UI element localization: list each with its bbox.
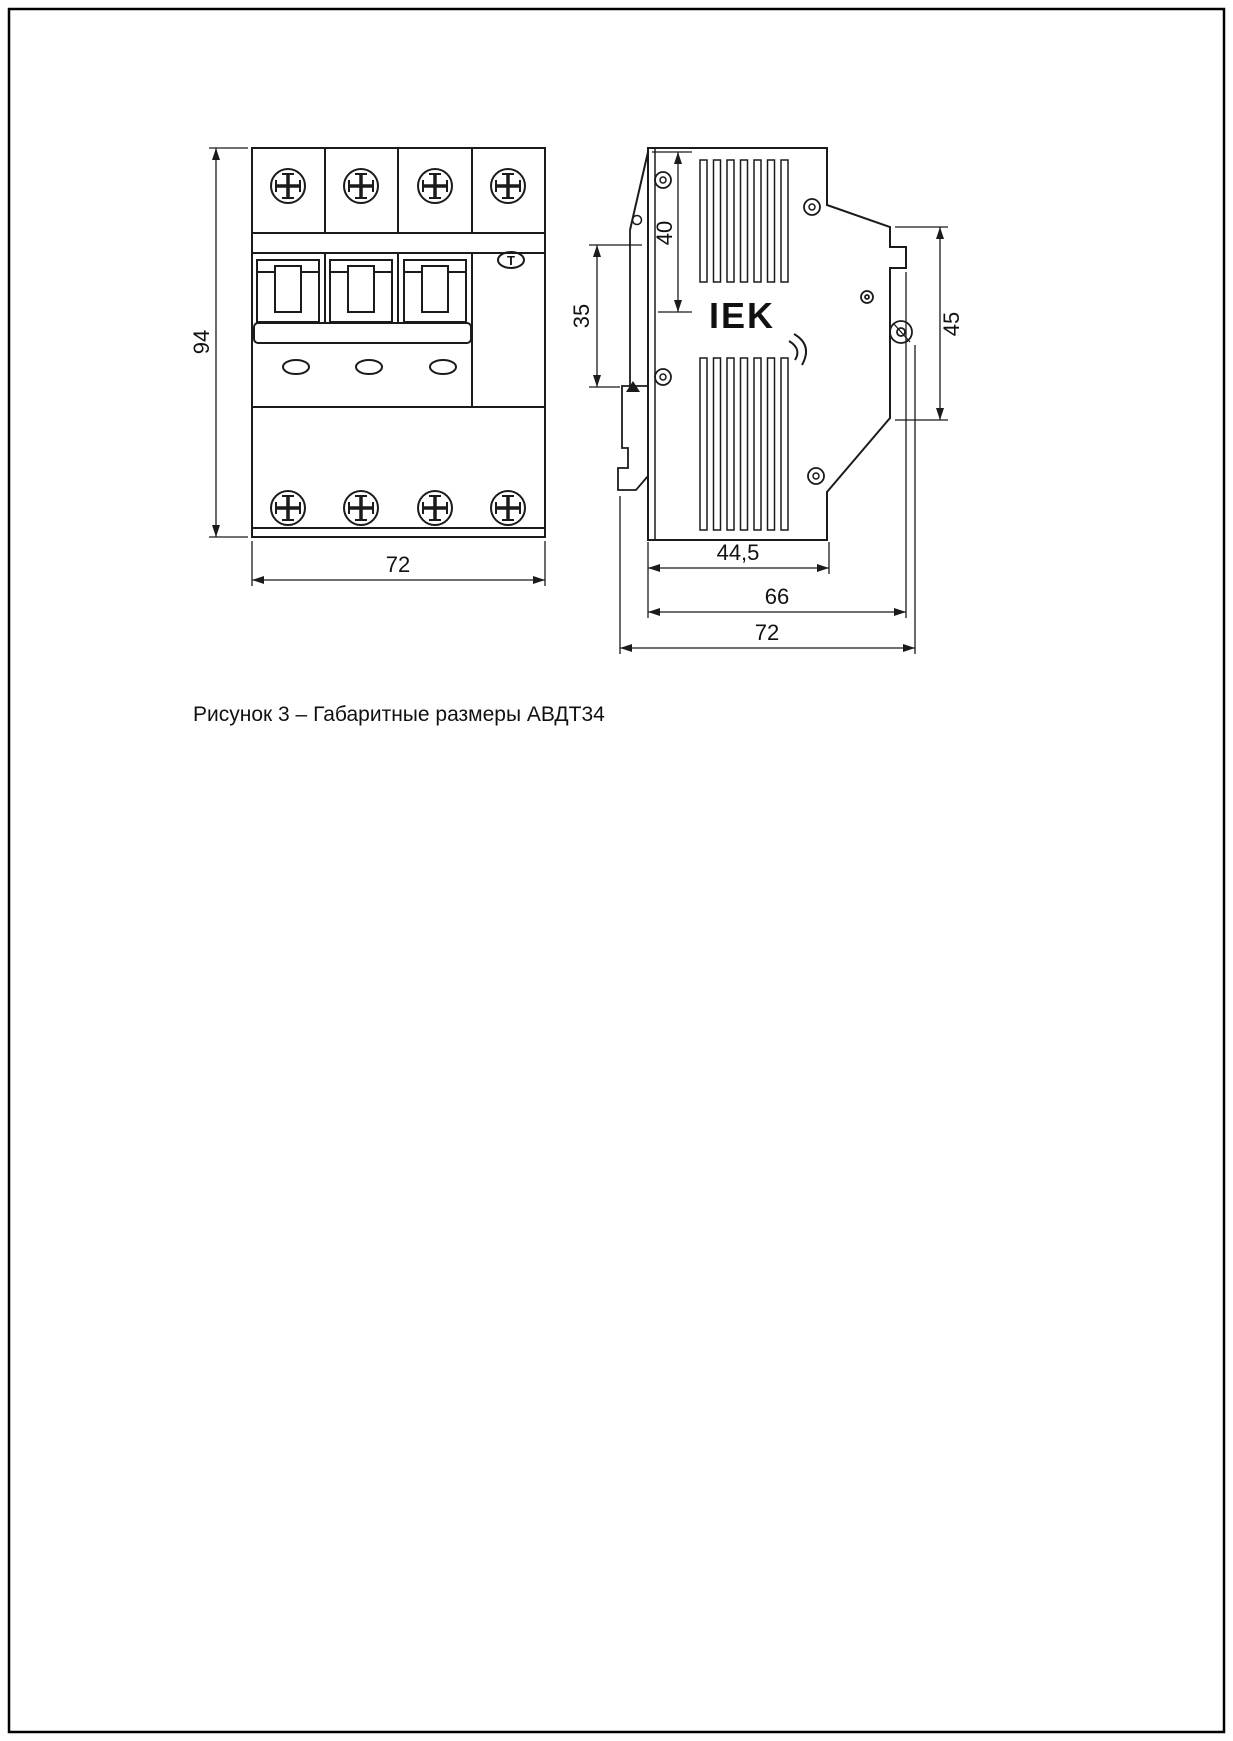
figure-caption: Рисунок 3 – Габаритные размеры АВДТ34 — [193, 703, 605, 726]
dim-72-width — [252, 541, 545, 586]
toggle-lever — [789, 334, 806, 365]
dim-44-5 — [648, 540, 829, 618]
dim-label-72-side: 72 — [754, 620, 780, 645]
dim-label-44-5: 44,5 — [716, 540, 760, 565]
front-view — [252, 148, 545, 537]
terminal-screws-bottom — [271, 491, 525, 525]
vent-fins-bottom — [700, 358, 788, 530]
screw-icon — [344, 169, 378, 203]
vent-fins-top — [700, 160, 788, 282]
page-border — [9, 9, 1224, 1732]
screw-icon — [271, 169, 305, 203]
din-clip-screw — [861, 291, 912, 343]
dim-label-40: 40 — [652, 220, 677, 246]
indicator-windows — [283, 360, 456, 374]
indicator-window — [430, 360, 456, 374]
dim-label-94: 94 — [189, 329, 214, 355]
indicator-window — [283, 360, 309, 374]
dim-label-45: 45 — [939, 311, 964, 337]
toggle-handle — [330, 260, 392, 322]
indicator-window — [356, 360, 382, 374]
rivet-icon — [804, 199, 820, 215]
screw-icon — [418, 169, 452, 203]
dim-40 — [652, 152, 692, 312]
toggle-handles — [257, 260, 466, 322]
test-button-label: T — [507, 253, 515, 268]
dim-35 — [569, 245, 642, 387]
toggle-handle — [404, 260, 466, 322]
din-rail-clip — [618, 381, 648, 490]
handle-tie-bar — [254, 323, 471, 343]
screw-icon — [491, 491, 525, 525]
iek-logo: IEK — [708, 295, 776, 336]
side-view — [618, 148, 912, 540]
dim-label-66: 66 — [764, 584, 790, 609]
rivet-icon — [808, 468, 824, 484]
back-edge-top — [630, 152, 648, 386]
screw-icon — [418, 491, 452, 525]
dim-label-35: 35 — [569, 303, 594, 329]
rivet-icon — [655, 172, 671, 188]
screw-icon — [491, 169, 525, 203]
screw-icon — [271, 491, 305, 525]
toggle-handle — [257, 260, 319, 322]
dim-label-72-front: 72 — [385, 552, 411, 577]
test-button — [498, 252, 524, 268]
dim-94-height — [189, 148, 248, 537]
side-body-outline — [648, 148, 906, 540]
screw-icon — [344, 491, 378, 525]
rivet-icon — [655, 369, 671, 385]
